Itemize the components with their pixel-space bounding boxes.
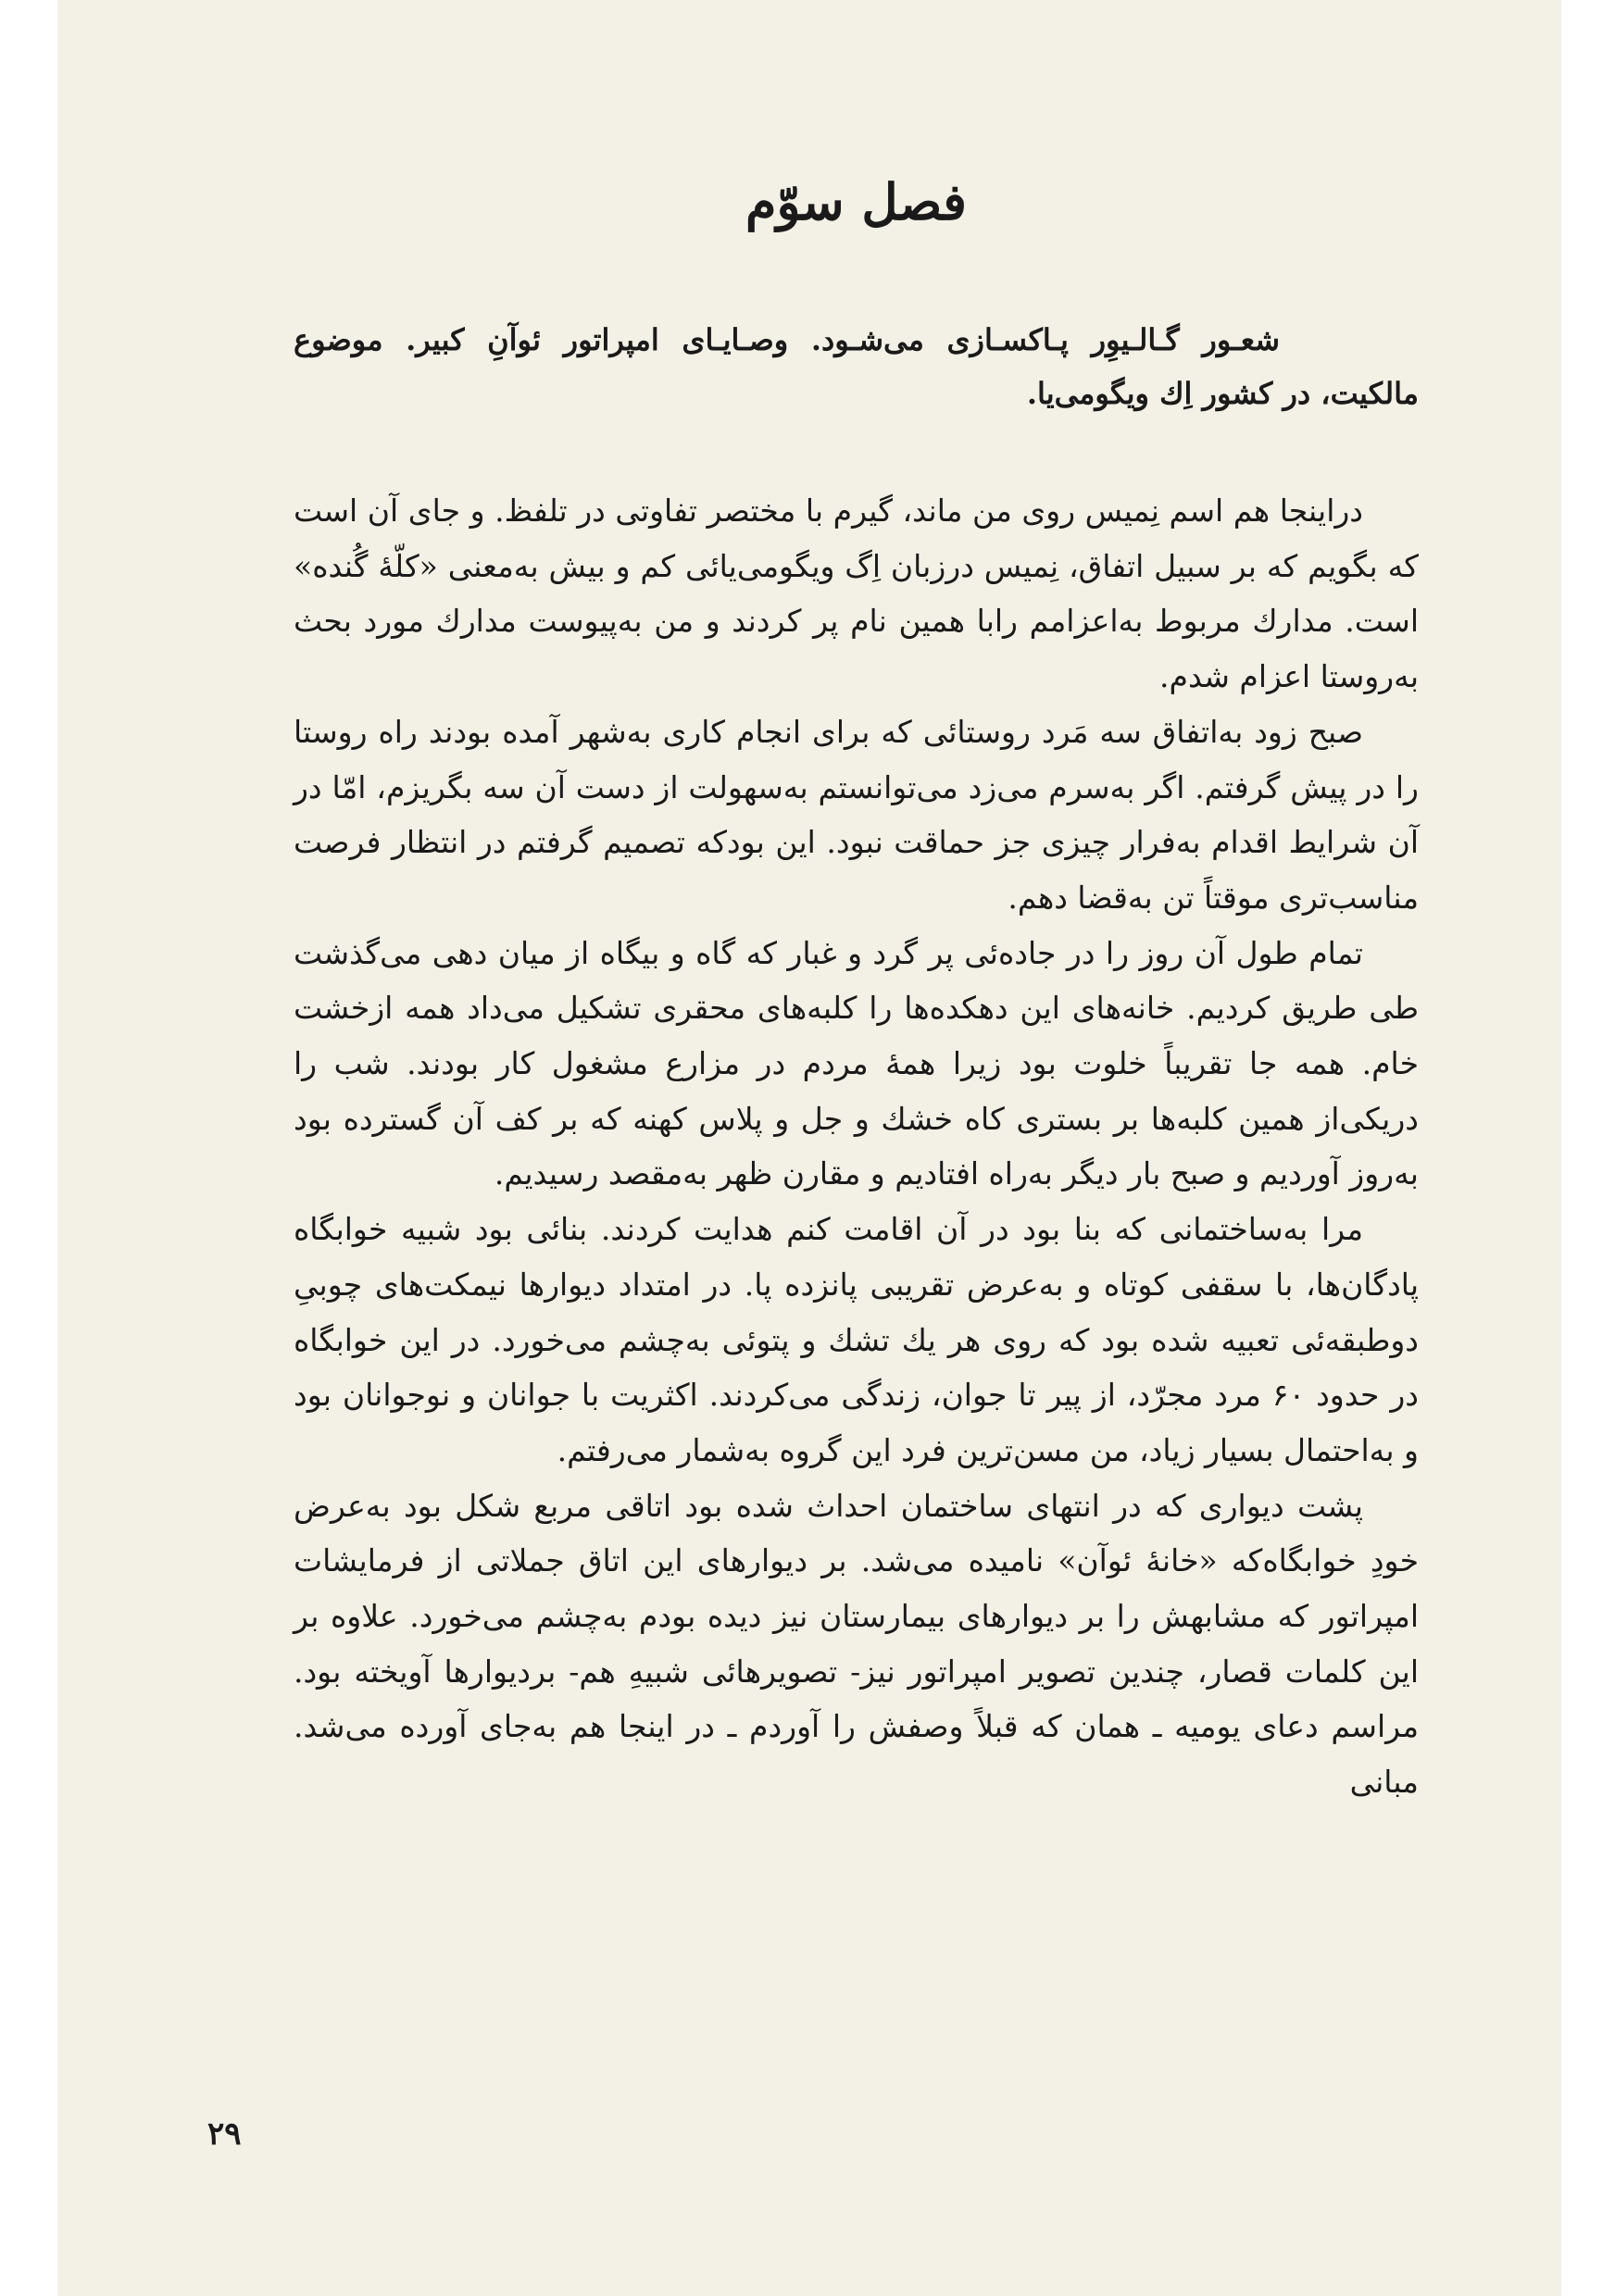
chapter-title: فصل سوّم: [745, 172, 967, 231]
paragraph-3: تمام طول آن روز را در جاده‌ئی پر گرد و غبار که گاه و بیگاه از میان دهی می‌گذشت طی طریق کردیم. خانه‌های این دهکده‌ها را کلبه‌های محقری تشکیل می‌داد همه ازخشت خام. همه جا تقریباً خلوت بود زیرا همهٔ مردم در مزارع مشغول کار بودند. شب را دریکی‌از همین کلبه‌ها بر بستری کاه خشك و جل و پلاس کهنه که بر کف آن گسترده بود به‌روز آوردیم و صبح بار دیگر به‌راه افتادیم و مقارن ظهر به‌مقصد رسیدیم.: [294, 934, 1419, 1192]
paragraph-1: دراینجا هم اسم نِمیس روی من ماند، گیرم با مختصر تفاوتی در تلفظ. و جای آن است که بگویم که بر سبیل اتفاق، نِمیس درزبان اِگ ویگومی‌یائی کم و بیش به‌معنی «کلّهٔ گُنده» است. مدارك مربوط به‌اعزامم رابا همین نام پر کردند و من به‌پیوست مدارك مورد بحث به‌روستا اعزام شدم.: [294, 493, 1419, 695]
paragraph-2: صبح زود به‌اتفاق سه مَرد روستائی که برای انجام کاری به‌شهر آمده بودند راه روستا را در پیش گرفتم. اگر به‌سرم می‌زد می‌توانستم به‌سهولت از دست آن سه بگریزم، امّا در آن شرایط اقدام به‌فرار چیزی جز حماقت نبود. این بودکه تصمیم گرفتم در انتظار فرصت مناسب‌تری موقتاً تن به‌قضا دهم.: [294, 713, 1419, 916]
book-page: [57, 0, 1561, 2296]
page-number: ۲۹: [207, 2115, 242, 2152]
chapter-summary: شعـور گـالـیوِر پـاکسـازی می‌شـود. وصـایـای امپراتور ئوآنِ کبیر. موضوع مالکیت، در کشور اِك ویگومی‌یا.: [294, 322, 1419, 411]
paragraph-4: مرا به‌ساختمانی که بنا بود در آن اقامت کنم هدایت کردند. بنائی بود شبیه خوابگاه پادگان‌ها، با سقفی کوتاه و به‌عرض تقریبی پانزده پا. در امتداد دیوارها نیمکت‌های چوبیِ دوطبقه‌ئی تعبیه شده بود که روی هر یك تشك و پتوئی به‌چشم می‌خورد. در این خوابگاه در حدود ۶۰ مرد مجرّد، از پیر تا جوان، زندگی می‌کردند. اکثریت با جوانان و نوجوانان بود و به‌احتمال بسیار زیاد، من مسن‌ترین فرد این گروه به‌شمار می‌رفتم.: [294, 1211, 1420, 1468]
paragraph-5: پشت دیواری که در انتهای ساختمان احداث شده بود اتاقی مربع شکل بود به‌عرض خودِ خوابگاه‌که «خانهٔ ئوآن» نامیده می‌شد. بر دیوارهای این اتاق جملاتی از فرمایشات امپراتور که مشابهش را بر دیوارهای بیمارستان نیز دیده بودم به‌چشم می‌خورد. علاوه بر این کلمات قصار، چندین تصویر امپراتور نیز- تصویرهائی شبیهِ هم- بردیوارها آویخته بود. مراسم دعای یومیه ـ همان که قبلاً وصفش را آوردم ـ در اینجا هم به‌جای آورده می‌شد. مبانی: [294, 1487, 1419, 1801]
body-text: [294, 483, 1419, 1810]
